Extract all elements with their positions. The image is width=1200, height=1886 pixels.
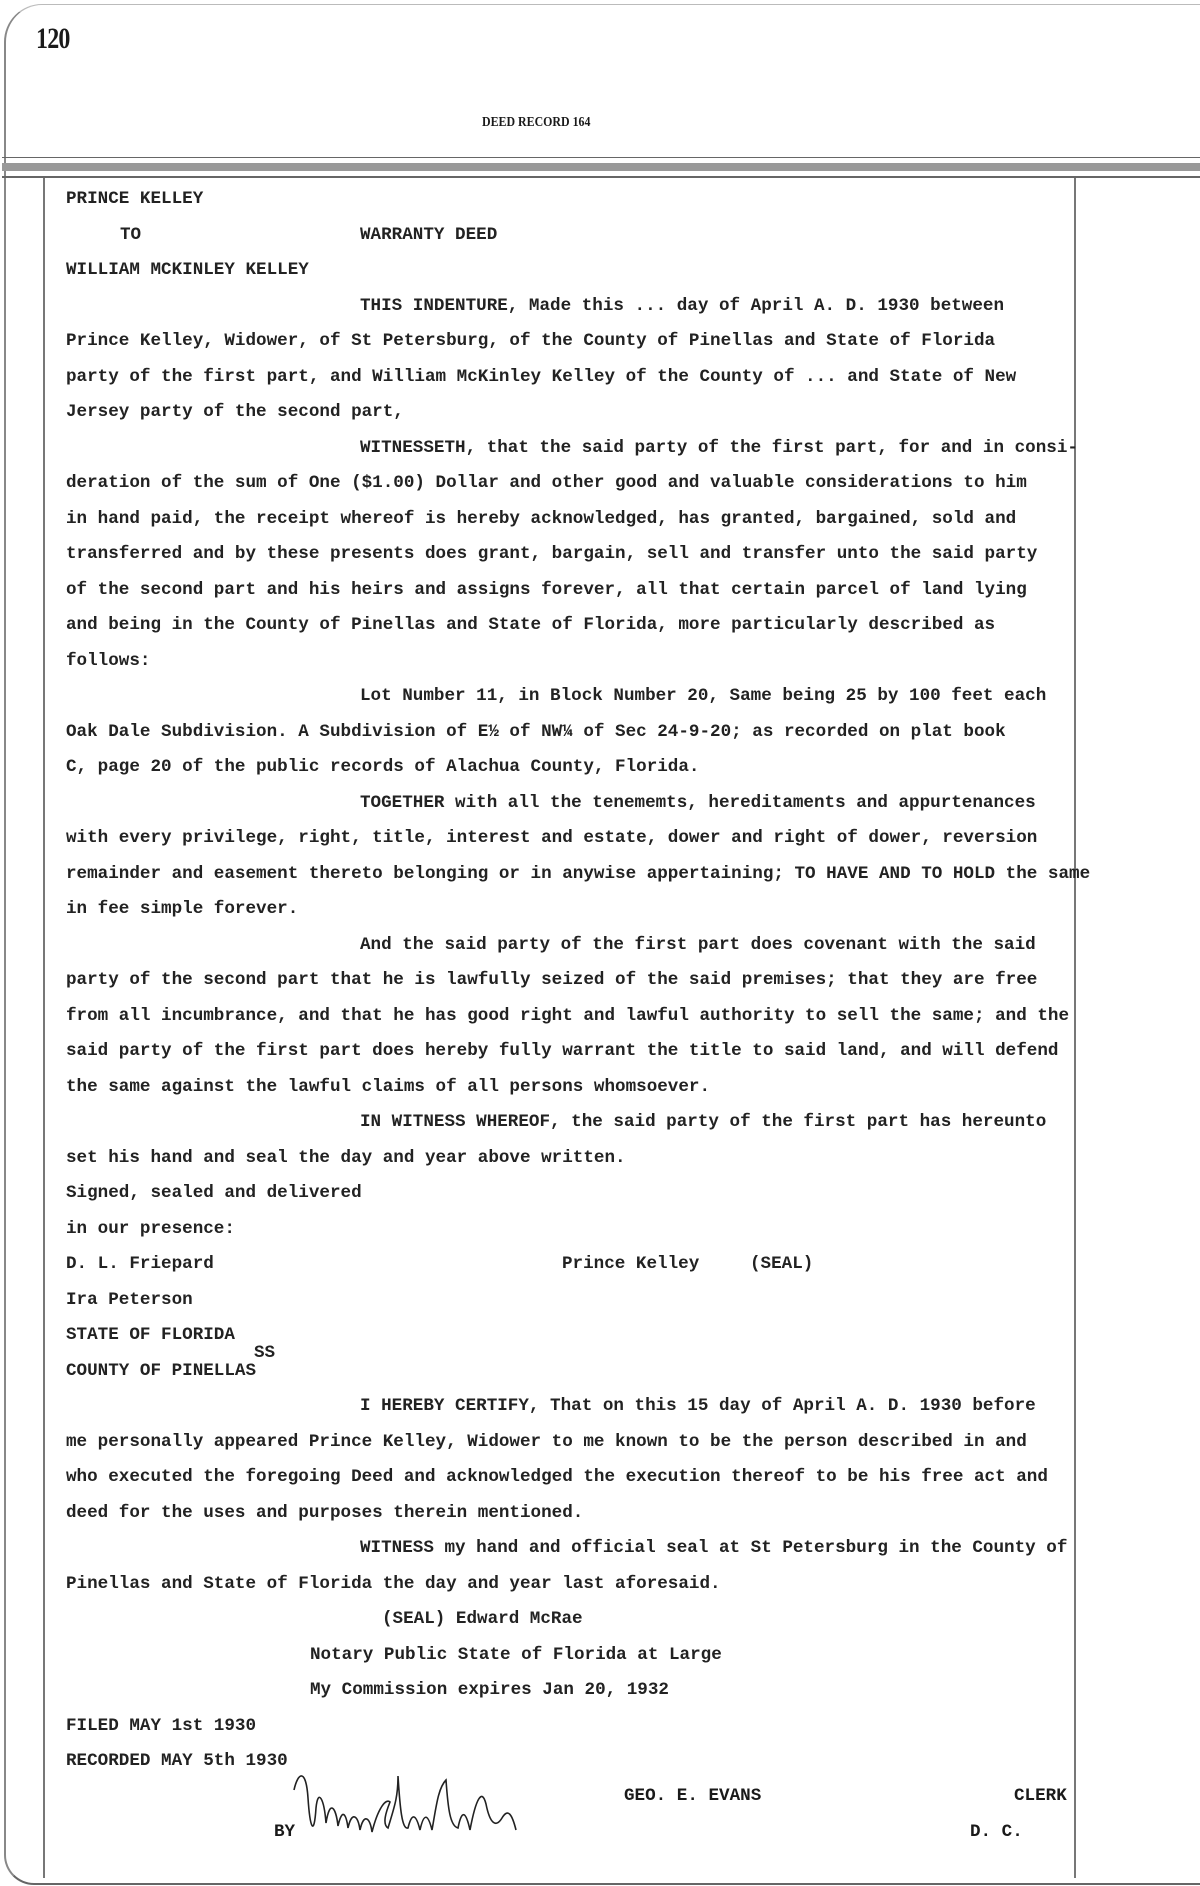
- document-line: [66, 502, 1126, 538]
- document-line: [66, 1531, 1126, 1567]
- line-text: who executed the foregoing Deed and acknowledged the execution thereof to be his free act and: [66, 1467, 1048, 1487]
- document-line: [66, 1283, 1126, 1319]
- line-text: Lot Number 11, in Block Number 20, Same being 25 by 100 feet each: [360, 686, 1047, 706]
- document-line: [66, 1247, 1126, 1283]
- document-line: [66, 608, 1126, 644]
- deputy-clerk-label: D. C.: [970, 1822, 1023, 1842]
- line-text: IN WITNESS WHEREOF, the said party of the first part has hereunto: [360, 1112, 1047, 1132]
- to-line: [66, 218, 1126, 254]
- document-line: [66, 1070, 1126, 1106]
- line-text: follows:: [66, 650, 151, 671]
- document-line: [66, 857, 1126, 893]
- document-line: [66, 1034, 1126, 1070]
- line-text: in hand paid, the receipt whereof is hereby acknowledged, has granted, bargained, sold and: [66, 508, 1017, 529]
- document-line: [66, 1176, 1126, 1212]
- document-line: [66, 324, 1126, 360]
- line-text: me personally appeared Prince Kelley, Widower to me known to be the person described in and: [66, 1431, 1027, 1452]
- document-line: [66, 1673, 1126, 1709]
- line-text: Oak Dale Subdivision. A Subdivision of E½ of NW¼ of Sec 24-9-20; as recorded on plat book: [66, 721, 1006, 742]
- document-line: [66, 892, 1126, 928]
- line-text: in our presence:: [66, 1218, 235, 1239]
- line-text: remainder and easement thereto belonging or in anywise appertaining; TO HAVE AND TO HOLD the same: [66, 863, 1091, 884]
- line-text: Pinellas and State of Florida the day and year last aforesaid.: [66, 1573, 721, 1594]
- ss-mark: SS: [254, 1342, 276, 1363]
- line-text: Signed, sealed and delivered: [66, 1183, 362, 1203]
- line-text: in fee simple forever.: [66, 899, 299, 919]
- by-label: BY: [274, 1822, 296, 1842]
- document-line: [66, 360, 1126, 396]
- line-text: party of the first part, and William McKinley Kelley of the County of ... and State of New: [66, 366, 1017, 387]
- line-text: RECORDED MAY 5th 1930: [66, 1751, 288, 1771]
- line-text: Notary Public State of Florida at Large: [310, 1644, 722, 1665]
- document-line: [66, 1318, 1126, 1354]
- document-line: [66, 1141, 1126, 1177]
- document-line: [66, 1342, 1126, 1390]
- document-line: [66, 1496, 1126, 1532]
- line-text: THIS INDENTURE, Made this ... day of April A. D. 1930 between: [360, 295, 1005, 316]
- line-text: STATE OF FLORIDA: [66, 1325, 235, 1345]
- document-line: [66, 431, 1126, 467]
- to-label: TO: [120, 224, 142, 245]
- document-line: [66, 537, 1126, 573]
- line-text: WITNESS my hand and official seal at St Petersburg in the County of: [360, 1538, 1068, 1558]
- line-text: the same against the lawful claims of all persons whomsoever.: [66, 1076, 711, 1097]
- deed-lines: [66, 289, 1126, 1780]
- document-line: [66, 1460, 1126, 1496]
- line-text: party of the second part that he is lawfully seized of the said premises; that they are free: [66, 970, 1038, 990]
- grantor-signature-name: Prince Kelley: [562, 1254, 700, 1274]
- seal-mark: (SEAL): [750, 1254, 814, 1274]
- document-line: [66, 1389, 1126, 1425]
- line-text: said party of the first part does hereby fully warrant the title to said land, and will defend: [66, 1041, 1059, 1061]
- line-text: Ira Peterson: [66, 1289, 193, 1310]
- header-rule: [2, 157, 1200, 158]
- document-line: [66, 1425, 1126, 1461]
- line-text: deration of the sum of One ($1.00) Dollar and other good and valuable considerations to him: [66, 473, 1027, 493]
- document-line: [66, 395, 1126, 431]
- document-line: [66, 786, 1126, 822]
- document-line: [66, 1567, 1126, 1603]
- deed-body: [66, 182, 1126, 1780]
- line-text: FILED MAY 1st 1930: [66, 1715, 257, 1736]
- document-line: [66, 573, 1126, 609]
- clerk-title: CLERK: [1014, 1786, 1067, 1806]
- line-text: with every privilege, right, title, interest and estate, dower and right of dower, reversion: [66, 828, 1038, 848]
- document-line: [66, 963, 1126, 999]
- line-text: I HEREBY CERTIFY, That on this 15 day of April A. D. 1930 before: [360, 1396, 1036, 1416]
- document-line: [66, 715, 1126, 751]
- document-line: [66, 750, 1126, 786]
- line-text: COUNTY OF PINELLAS: [66, 1360, 257, 1381]
- line-text: And the said party of the first part does covenant with the said: [360, 934, 1036, 955]
- document-line: [66, 1105, 1126, 1141]
- line-text: transferred and by these presents does grant, bargain, sell and transfer unto the said party: [66, 544, 1038, 564]
- grantee: WILLIAM MCKINLEY KELLEY: [66, 260, 309, 280]
- grantor-line: [66, 182, 1126, 218]
- page-number: 120: [36, 22, 70, 55]
- line-text: Jersey party of the second part,: [66, 402, 404, 422]
- document-line: [66, 1709, 1126, 1745]
- line-text: (SEAL) Edward McRae: [382, 1609, 583, 1629]
- document-line: [66, 1638, 1126, 1674]
- line-text: Prince Kelley, Widower, of St Petersburg, of the County of Pinellas and State of Florida: [66, 331, 996, 351]
- line-text: C, page 20 of the public records of Alachua County, Florida.: [66, 757, 700, 777]
- line-text: My Commission expires Jan 20, 1932: [310, 1680, 669, 1700]
- document-line: [66, 928, 1126, 964]
- document-line: [66, 644, 1126, 680]
- header-rule: [2, 163, 1200, 171]
- document-line: [66, 999, 1126, 1035]
- line-text: deed for the uses and purposes therein mentioned.: [66, 1502, 584, 1523]
- grantor: PRINCE KELLEY: [66, 189, 204, 209]
- document-line: [66, 289, 1126, 325]
- document-line: [66, 821, 1126, 857]
- document-line: [66, 1212, 1126, 1248]
- line-text: TOGETHER with all the tenememts, hereditaments and appurtenances: [360, 792, 1036, 813]
- document-line: [66, 466, 1126, 502]
- line-text: WITNESSETH, that the said party of the first part, for and in consi-: [360, 437, 1078, 458]
- line-text: set his hand and seal the day and year above written.: [66, 1147, 626, 1168]
- document-line: [66, 679, 1126, 715]
- line-text: D. L. Friepard: [66, 1254, 214, 1274]
- document-type: WARRANTY DEED: [360, 224, 498, 245]
- line-text: from all incumbrance, and that he has good right and lawful authority to sell the same; and the: [66, 1005, 1070, 1026]
- document-line: [66, 1602, 1126, 1638]
- grantee-line: [66, 253, 1126, 289]
- running-head: DEED RECORD 164: [482, 115, 591, 130]
- line-text: of the second part and his heirs and assigns forever, all that certain parcel of land lying: [66, 579, 1027, 600]
- line-text: and being in the County of Pinellas and State of Florida, more particularly described as: [66, 615, 996, 635]
- clerk-name: GEO. E. EVANS: [624, 1786, 762, 1806]
- clerk-signature: [286, 1768, 616, 1848]
